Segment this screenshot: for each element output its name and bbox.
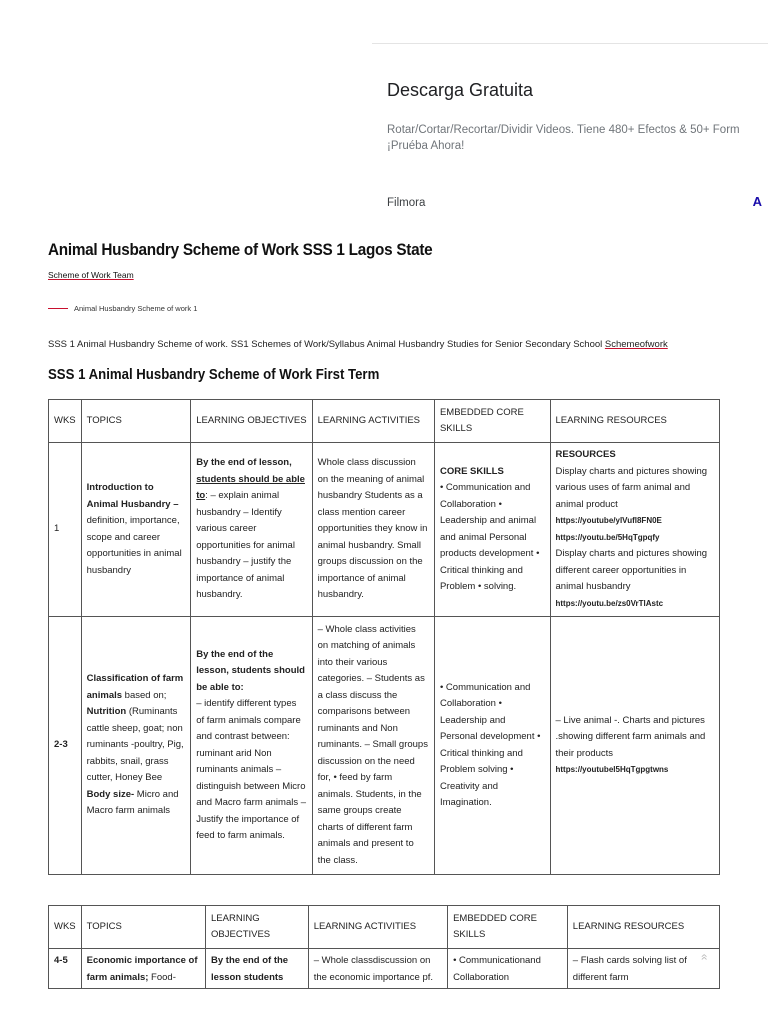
ad-brand: Filmora xyxy=(387,197,426,209)
table-header-row xyxy=(49,906,720,949)
scheme-table-first-term xyxy=(48,399,720,875)
header-cell: LEARNING ACTIVITIES xyxy=(312,400,434,443)
topic-bold: Economic importance of farm animals; xyxy=(86,955,198,983)
topic-cell xyxy=(81,949,205,989)
header-cell: EMBEDDED CORE SKILLS xyxy=(448,906,568,949)
header-cell: EMBEDDED CORE SKILLS xyxy=(434,400,550,443)
intro-link[interactable]: Schemeofwork xyxy=(604,339,668,350)
ad-banner[interactable] xyxy=(372,43,768,223)
table-header-row xyxy=(49,400,720,443)
table-row xyxy=(49,617,720,875)
article-title: Animal Husbandry Scheme of Work SSS 1 Lagos State xyxy=(48,240,433,259)
topic-cell xyxy=(81,617,191,875)
scheme-table-continued xyxy=(48,905,720,989)
ad-title[interactable]: Descarga Gratuita xyxy=(387,80,534,100)
intro-paragraph xyxy=(48,339,668,350)
topic-cell xyxy=(81,443,191,617)
category-row xyxy=(48,304,197,313)
resources-text: Display charts and pictures showing different career opportunities in animal husbandry xyxy=(555,548,708,592)
skills-cell: • Communication and Collaboration • Leadership and Personal development • Critical thinking and Problem solving • Creativity and Imagination. xyxy=(434,617,550,875)
activities-cell: – Whole classdiscussion on the economic importance pf. xyxy=(308,949,447,989)
topic-text: based on; xyxy=(122,689,167,701)
week-cell: 4-5 xyxy=(49,949,82,989)
activities-cell: Whole class discussion on the meaning of animal husbandry Students as a class mention career opportunities they know in animal husbandry. Small groups discussion on the importance of animal husbandry. xyxy=(312,443,434,617)
resource-link[interactable]: https://youtube/ylVufl8FN0E xyxy=(555,516,662,525)
resource-link[interactable]: https://youtubel5HqTgpgtwns xyxy=(555,765,669,774)
header-cell: LEARNING OBJECTIVES xyxy=(191,400,312,443)
header-cell: LEARNING RESOURCES xyxy=(550,400,720,443)
topic-bold: Body size- xyxy=(86,788,135,800)
header-cell: WKS xyxy=(49,400,82,443)
skills-text: • Communication and Collaboration • Leadership and animal and animal Personal products development • Critical thinking and Problem • solving. xyxy=(439,482,540,592)
table-row xyxy=(49,443,720,617)
author-link[interactable]: Scheme of Work Team xyxy=(48,270,134,280)
skills-cell: • Communicationand Collaboration xyxy=(448,949,568,989)
objective-text: : – explain animal husbandry – Identify various career opportunities for animal husbandry – justify the importance of animal husbandry. xyxy=(196,490,295,601)
objectives-cell: By the end of the lesson students xyxy=(206,949,309,989)
topic-text: Food- xyxy=(148,971,176,983)
resource-link[interactable]: https://youtu.be/5HqTgpqfy xyxy=(555,532,660,542)
topic-bold: Nutrition xyxy=(86,706,127,718)
topic-text: definition, importance, scope and career opportunities in animal husbandry xyxy=(86,515,182,576)
topic-bold: Introduction to Animal Husbandry – xyxy=(86,482,179,510)
ad-description xyxy=(387,122,740,154)
header-cell: TOPICS xyxy=(81,400,191,443)
header-cell: TOPICS xyxy=(81,906,205,949)
skills-cell xyxy=(434,443,550,617)
objective-bold: By the end of lesson, xyxy=(196,457,292,469)
resource-link[interactable]: https://youtu.be/zs0VrTlAstc xyxy=(555,598,664,608)
resources-heading: RESOURCES xyxy=(555,449,616,460)
resources-cell: – Flash cards solving list of different farm xyxy=(567,949,719,989)
intro-text: SSS 1 Animal Husbandry Scheme of work. SS1 Schemes of Work/Syllabus Animal Husbandry Studies for Senior Secondary School xyxy=(48,339,605,350)
topic-text: (Ruminants cattle sheep, goat; non ruminants -poultry, Pig, rabbits, snail, grass cutter, Honey Bee xyxy=(86,706,184,784)
objectives-cell xyxy=(191,443,312,617)
category-accent-line xyxy=(48,308,68,309)
resources-text: – Live animal -. Charts and pictures .showing different farm animals and their products xyxy=(555,714,706,759)
topic-bold: Classification of farm animals xyxy=(86,673,184,701)
header-cell: WKS xyxy=(49,906,82,949)
objective-bold: By the end of the lesson, students should be able to: xyxy=(196,648,305,693)
resources-cell xyxy=(550,443,720,617)
week-cell: 2-3 xyxy=(49,617,82,875)
header-cell: LEARNING RESOURCES xyxy=(567,906,719,949)
objective-bold-underline: students should be able to xyxy=(196,473,305,502)
activities-cell: – Whole class activities on matching of animals into their various categories. – Students as a class discuss the comparisons between ruminants and Non ruminants. – Small groups discussion on the need for, • feed by farm animals. Students, in the same groups create charts of different farm animals and present to the class. xyxy=(312,617,434,875)
skills-heading: CORE SKILLS xyxy=(439,465,504,477)
objectives-cell xyxy=(191,617,312,875)
scroll-to-top-icon[interactable]: » xyxy=(696,953,711,961)
objective-text: – identify different types of farm animals compare and contrast between: ruminant arid Non ruminants animals – distinguish between Micro and Macro farm animals – Justify the importance of feed to farm animals. xyxy=(196,698,307,841)
header-cell: LEARNING ACTIVITIES xyxy=(308,906,447,949)
table-row xyxy=(49,949,720,989)
ad-description-line: Rotar/Cortar/Recortar/Dividir Videos. Tiene 480+ Efectos & 50+ Form xyxy=(387,124,740,136)
section-heading: SSS 1 Animal Husbandry Scheme of Work First Term xyxy=(48,366,380,383)
resources-text: Display charts and pictures showing various uses of farm animal and animal product xyxy=(555,465,708,510)
week-cell: 1 xyxy=(49,443,82,617)
category-link[interactable]: Animal Husbandry Scheme of work 1 xyxy=(74,304,198,313)
ad-description-line: ¡Pruéba Ahora! xyxy=(387,140,465,152)
resources-cell xyxy=(550,617,720,875)
header-cell: LEARNING OBJECTIVES xyxy=(206,906,309,949)
ad-open-button[interactable]: A xyxy=(752,194,762,209)
topic-text: Micro and Macro farm animals xyxy=(86,788,179,817)
